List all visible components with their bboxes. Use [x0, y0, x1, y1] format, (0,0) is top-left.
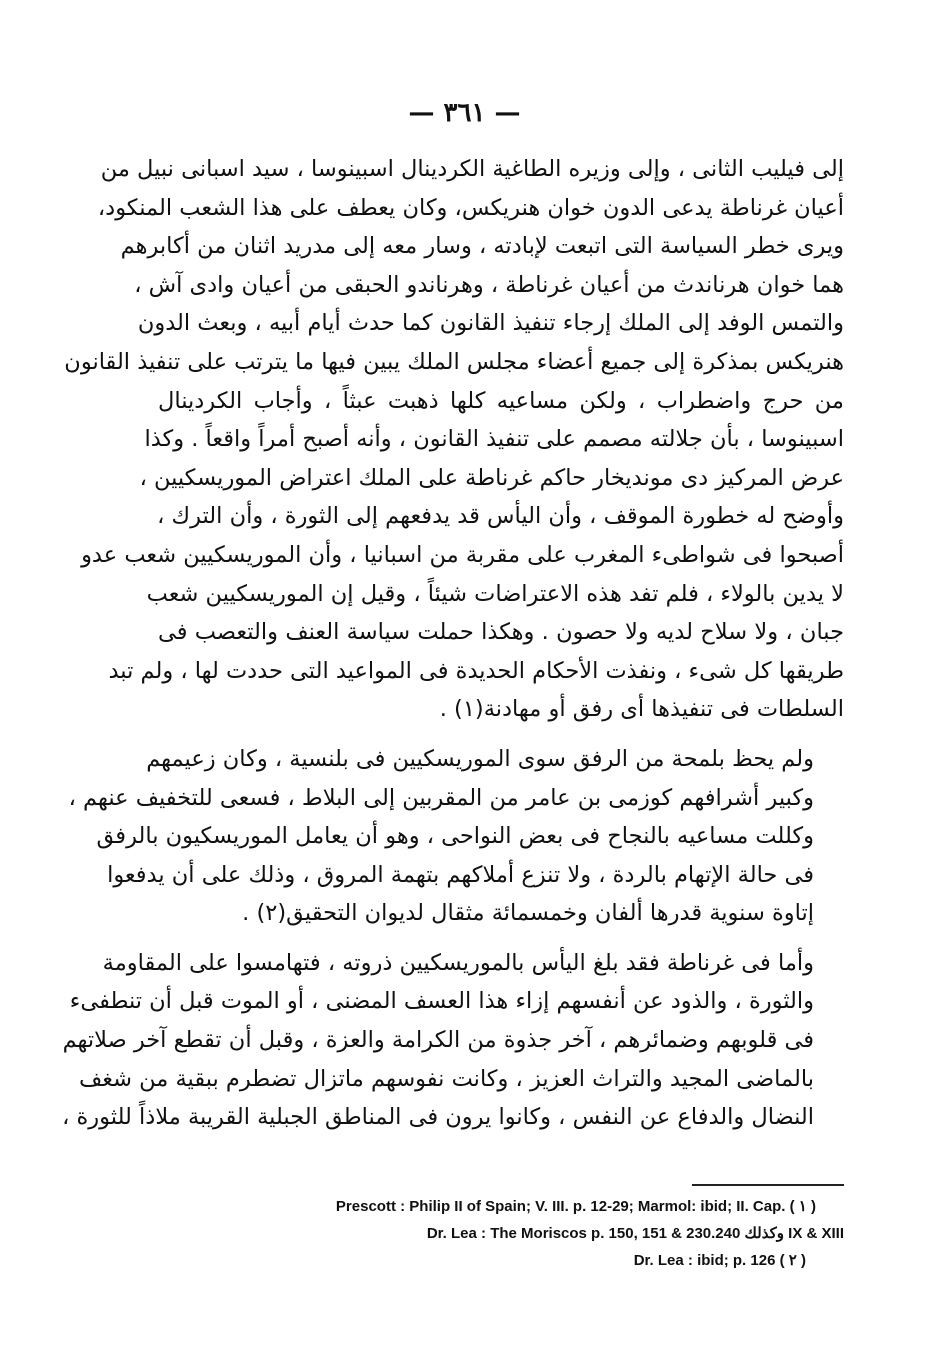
text-line: اسبينوسا ، بأن جلالته مصمم على تنفيذ القانون ، وأنه أصبح أمراً واقعاً . وكذا [144, 426, 844, 453]
text-line: لا يدين بالولاء ، فلم تفد هذه الاعتراضات شيئاً ، وقيل إن الموريسكيين شعب [146, 580, 844, 607]
page-number: — ٣٦١ — [408, 98, 521, 128]
text-line: إلى فيليب الثانى ، وإلى وزيره الطاغية الكردينال اسبينوسا ، سيد اسبانى نبيل من [100, 156, 844, 182]
paragraph [64, 150, 844, 729]
text-line: أصبحوا فى شواطىء المغرب على مقربة من اسبانيا ، وأن الموريسكيين شعب عدو [81, 541, 844, 568]
text-line: والثورة ، والذود عن أنفسهم إزاء هذا العسف المضنى ، أو الموت قبل أن تنطفىء [69, 988, 814, 1015]
text-line: جبان ، ولا سلاح لديه ولا حصون . وهكذا حملت سياسة العنف والتعصب فى [158, 619, 844, 646]
text-line: هما خوان هرناندث من أعيان غرناطة ، وهرناندو الحبقى من أعيان وادى آش ، [134, 271, 844, 298]
text-line: وكللت مساعيه بالنجاح فى بعض النواحى ، وهو أن يعامل الموريسكيون بالرفق [96, 823, 814, 850]
text-line: السلطات فى تنفيذها أى رفق أو مهادنة(١) . [439, 696, 844, 723]
footnotes [150, 1193, 844, 1274]
footnote-divider [692, 1184, 844, 1186]
text-line: وكبير أشرافهم كوزمى بن عامر من المقربين إلى البلاط ، فسعى للتخفيف عنهم ، [68, 784, 814, 811]
text-line: أعيان غرناطة يدعى الدون خوان هنريكس، وكان يعطف على هذا الشعب المنكود، [97, 194, 844, 221]
text-line: وأما فى غرناطة فقد بلغ اليأس بالموريسكيين ذروته ، فتهامسوا على المقاومة [102, 949, 814, 976]
text-line: عرض المركيز دى مونديخار حاكم غرناطة على الملك اعتراض الموريسكيين ، [139, 464, 844, 491]
text-line: بالماضى المجيد والتراث العزيز ، وكانت نفوسهم ماتزال تضطرم ببقية من شغف [78, 1065, 814, 1092]
text-line: فى قلوبهم وضمائرهم ، آخر جذوة من الكرامة والعزة ، وقبل أن تقطع آخر صلاتهم [62, 1027, 814, 1054]
text-line: والتمس الوفد إلى الملك إرجاء تنفيذ القانون كما حدث أيام أبيه ، وبعث الدون [137, 310, 844, 337]
text-line: وأوضح له خطورة الموقف ، وأن اليأس قد يدفعهم إلى الثورة ، وأن الترك ، [157, 503, 844, 530]
body-text [62, 150, 844, 1148]
text-line: ولم يحظ بلمحة من الرفق سوى الموريسكيين فى بلنسية ، وكان زعيمهم [146, 745, 814, 772]
text-line: هنريكس بمذكرة إلى جميع أعضاء مجلس الملك يبين فيها ما يترتب على تنفيذ القانون [64, 348, 844, 375]
text-line: النضال والدفاع عن النفس ، وكانوا يرون فى المناطق الجبلية القريبة ملاذاً للثورة ، [62, 1104, 814, 1131]
text-line: إتاوة سنوية قدرها ألفان وخمسمائة مثقال لديوان التحقيق(٢) . [242, 900, 814, 927]
text-line: ويرى خطر السياسة التى اتبعت لإبادته ، وسار معه إلى مدريد اثنان من أكابرهم [120, 233, 844, 260]
footnote-2: Dr. Lea : ibid; p. 126 ( ٢ ) [633, 1252, 806, 1269]
footnote-1: Prescott : Philip II of Spain; V. III. p. 12-29; Marmol: ibid; II. Cap. ( ١ ) [335, 1198, 816, 1215]
text-line: طريقها كل شىء ، ونفذت الأحكام الحديدة فى المواعيد التى حددت لها ، ولم تبد [108, 657, 844, 684]
paragraph [68, 740, 844, 933]
paragraph [62, 944, 844, 1137]
text-line: من حرج واضطراب ، ولكن مساعيه كلها ذهبت عبثاً ، وأجاب الكردينال [158, 387, 844, 414]
footnote-1-continued: Dr. Lea : The Moriscos p. 150, 151 & 230.240 وكذلك IX & XIII [426, 1225, 844, 1242]
text-line: فى حالة الإتهام بالردة ، ولا تنزع أملاكهم بتهمة المروق ، وذلك على أن يدفعوا [107, 861, 814, 888]
